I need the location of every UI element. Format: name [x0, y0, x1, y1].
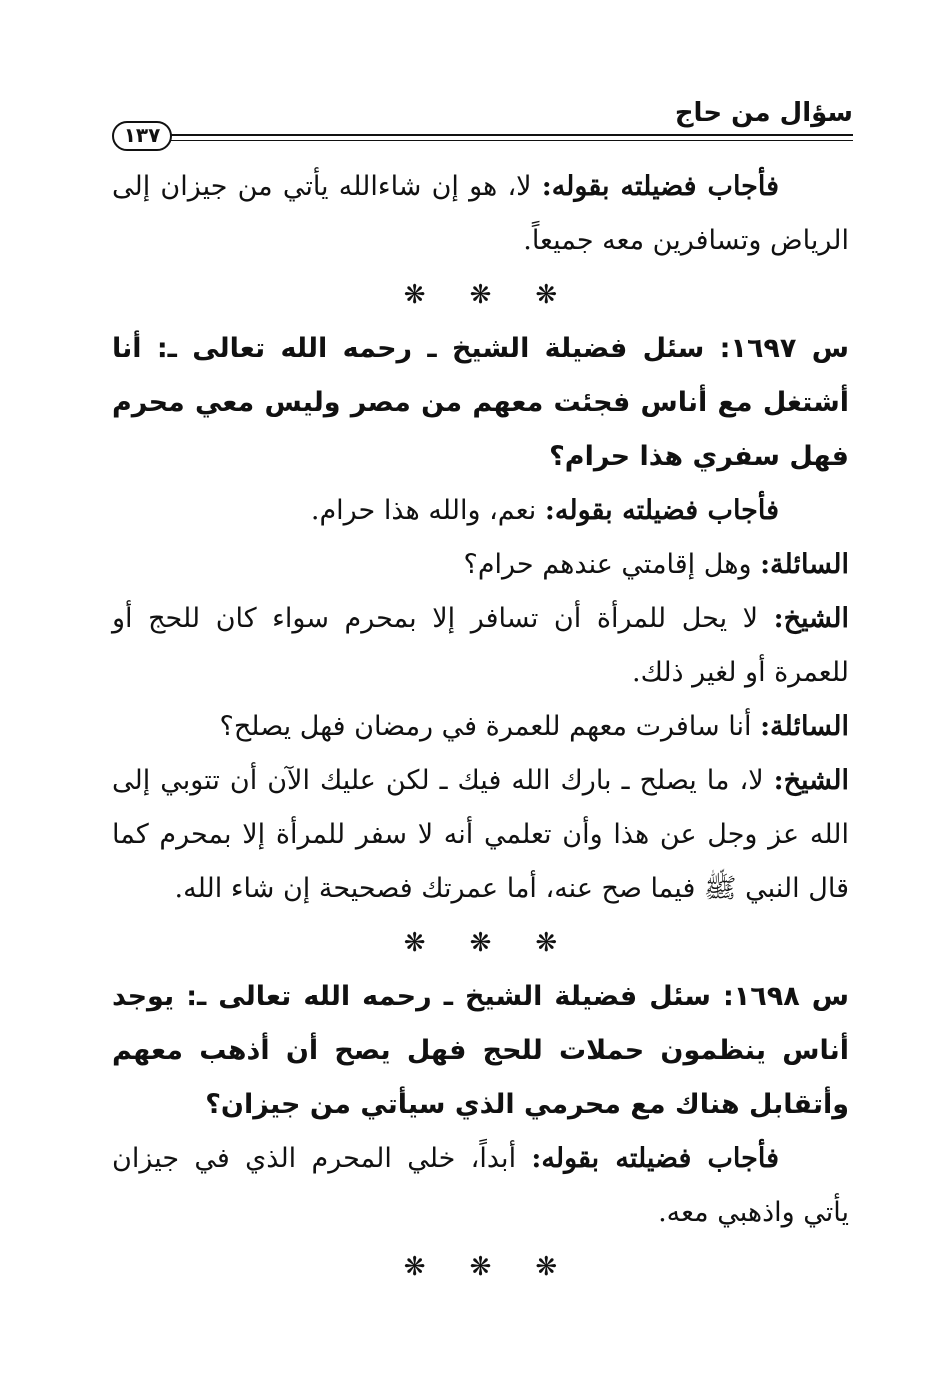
section-separator: [112, 916, 849, 970]
asterism-icon: ❋: [469, 1252, 492, 1282]
running-header-title: سؤال من حاج: [674, 98, 853, 128]
asterism-icon: ❋: [403, 280, 426, 310]
asterism-icon: ❋: [469, 280, 492, 310]
answer-label: فأجاب فضيلته بقوله:: [544, 495, 779, 526]
asterism-icon: ❋: [469, 928, 492, 958]
speaker-label: الشيخ:: [773, 603, 849, 634]
answer-text: أبداً، خلي المحرم الذي في جيزان يأتي واذهبي معه.: [112, 1143, 849, 1228]
header-rule-thick: [170, 134, 853, 136]
dialogue-line: [112, 700, 849, 754]
answer-paragraph: [112, 484, 849, 538]
section-separator: [112, 1240, 849, 1294]
speaker-label: الشيخ:: [773, 765, 849, 796]
speaker-label: السائلة:: [760, 711, 849, 742]
asterism-icon: ❋: [535, 280, 558, 310]
answer-text: نعم، والله هذا حرام.: [310, 495, 545, 526]
section-separator: [112, 268, 849, 322]
dialogue-line: [112, 754, 849, 916]
answer-label: فأجاب فضيلته بقوله:: [531, 1143, 779, 1174]
dialogue-text: لا، ما يصلح ـ بارك الله فيك ـ لكن عليك الآن أن تتوبي إلى الله عز وجل عن هذا وأن تعلمي أنه لا سفر للمرأة إلا بمحرم كما قال النبي ﷺ فيما صح عنه، أما عمرتك فصحيحة إن شاء الله.: [112, 765, 849, 904]
asterism-icon: ❋: [403, 928, 426, 958]
question-1698: س ١٦٩٨: سئل فضيلة الشيخ ـ رحمه الله تعالى ـ: يوجد أناس ينظمون حملات للحج فهل يصح أن أذهب معهم وأتقابل هناك مع محرمي الذي سيأتي من جيزان؟: [112, 981, 849, 1120]
page-body: [112, 160, 849, 1294]
asterism-icon: ❋: [535, 928, 558, 958]
asterism-icon: ❋: [535, 1252, 558, 1282]
question-1697: س ١٦٩٧: سئل فضيلة الشيخ ـ رحمه الله تعالى ـ: أنا أشتغل مع أناس فجئت معهم من مصر وليس معي محرم فهل سفري هذا حرام؟: [112, 333, 849, 472]
answer-paragraph: [112, 1132, 849, 1240]
answer-label: فأجاب فضيلته بقوله:: [541, 171, 779, 202]
speaker-label: السائلة:: [760, 549, 849, 580]
dialogue-text: أنا سافرت معهم للعمرة في رمضان فهل يصلح؟: [219, 711, 761, 742]
dialogue-text: وهل إقامتي عندهم حرام؟: [463, 549, 761, 580]
dialogue-line: [112, 592, 849, 700]
dialogue-text: لا يحل للمرأة أن تسافر إلا بمحرم سواء كان للحج أو للعمرة أو لغير ذلك.: [112, 603, 849, 688]
page-number: ١٣٧: [112, 121, 172, 151]
answer-text: لا، هو إن شاءالله يأتي من جيزان إلى الرياض وتسافرين معه جميعاً.: [112, 171, 849, 256]
answer-paragraph: [112, 160, 849, 268]
asterism-icon: ❋: [403, 1252, 426, 1282]
dialogue-line: [112, 538, 849, 592]
header-rule-thin: [170, 140, 853, 141]
